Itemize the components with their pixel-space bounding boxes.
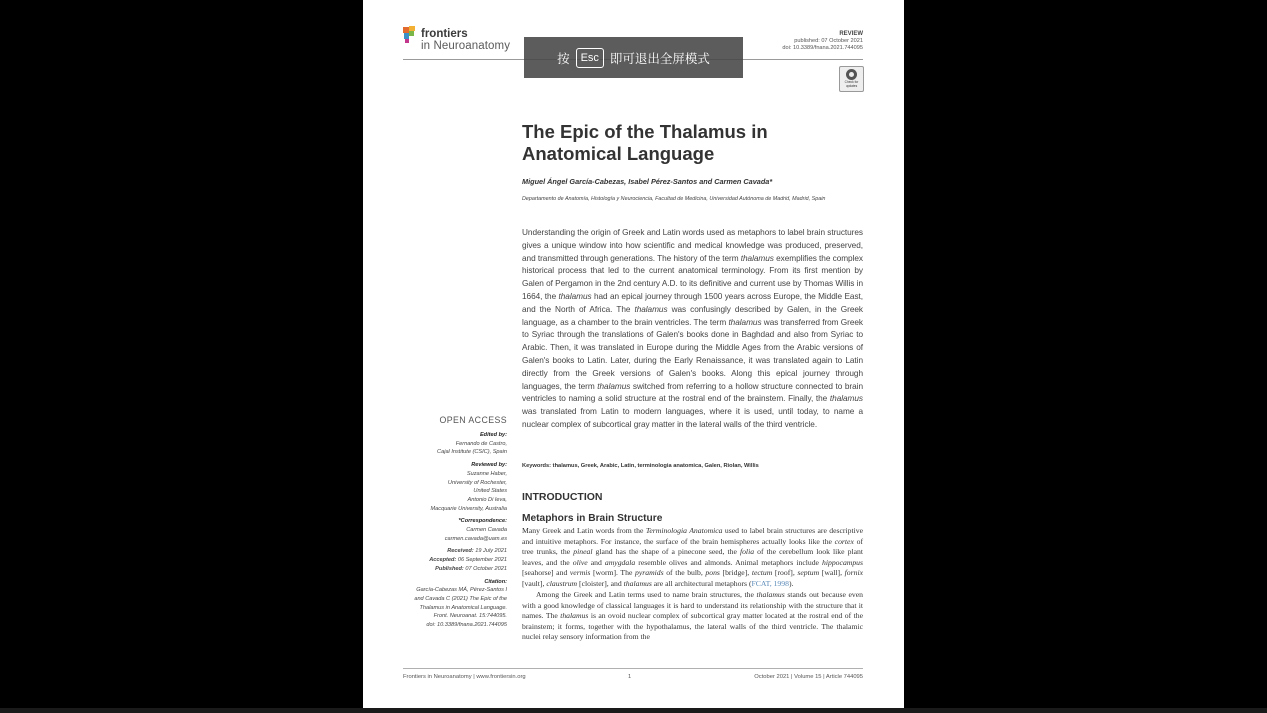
citation-line: doi: 10.3389/fnana.2021.744095 bbox=[426, 622, 507, 629]
published-label: Published: bbox=[435, 565, 464, 572]
open-access-label: OPEN ACCESS bbox=[439, 415, 507, 425]
footer-journal: Frontiers in Neuroanatomy | www.frontiersin.org bbox=[403, 674, 526, 680]
hint-prefix: 按 bbox=[557, 51, 570, 66]
citation-line: and Cavada C (2021) The Epic of the bbox=[414, 595, 507, 602]
body-paragraph: Many Greek and Latin words from the Terminologia Anatomica used to label brain structures are descriptive and intuitive metaphors. For instance, the surface of the brain hemispheres actually looks like the cortex of tree trunks, the pineal gland has the shape of a pinecone seed, the folia of the cerebellum look like plant leaves, and the olive and amygdala resemble olives and almonds. Animal metaphors include hippocampus [seahorse] and vermis [worm]. The pyramids of the bulb, pons [bridge], tectum [roof], septum [wall], fornix [vault], claustrum [cloister], and thalamus are all architectural metaphors (FCAT, 1998). bbox=[522, 526, 864, 588]
reviewer-affiliation: Macquarie University, Australia bbox=[430, 505, 507, 512]
article-header-meta bbox=[782, 31, 863, 51]
editor-name: Fernando de Castro, bbox=[455, 440, 507, 447]
accepted-date bbox=[403, 556, 507, 565]
viewer-bottom-edge bbox=[0, 708, 1267, 713]
footer-issue: October 2021 | Volume 15 | Article 744095 bbox=[754, 674, 863, 680]
citation-label: Citation: bbox=[484, 578, 507, 585]
doi: doi: 10.3389/fnana.2021.744095 bbox=[782, 44, 863, 51]
published-date-side bbox=[403, 565, 507, 574]
check-updates-label: Check for updates bbox=[844, 80, 859, 88]
citation-line: Thalamus in Anatomical Language. bbox=[419, 604, 507, 611]
received-label: Received: bbox=[447, 548, 474, 555]
body-paragraph: Among the Greek and Latin terms used to name brain structures, the thalamus stands out because even with a good knowledge of classical languages it is hard to understand its relationship with the structure that it names. The thalamus is an ovoid nuclear complex of subcortical gray matter located at the rostral end of the brainstem; it forms, together with the hypothalamus, the lateral walls of the third ventricle. The thalamic nuclei relay sensory information from the bbox=[522, 590, 863, 641]
reviewed-by-label: Reviewed by: bbox=[471, 462, 507, 469]
brand-name: frontiers bbox=[421, 28, 468, 40]
article-authors: Miguel Ángel García-Cabezas, Isabel Pérez-Santos and Carmen Cavada* bbox=[522, 177, 773, 186]
edited-by-label: Edited by: bbox=[479, 432, 507, 438]
reviewer-name: Antonio Di Ieva, bbox=[467, 496, 507, 503]
footer-rule bbox=[403, 668, 863, 669]
citation-link[interactable]: FCAT, 1998 bbox=[751, 578, 789, 588]
correspondence-email[interactable]: carmen.cavada@uam.es bbox=[444, 535, 507, 542]
abstract: Understanding the origin of Greek and Latin words used as metaphors to label brain structures gives a unique window into how scientific and medical knowledge was produced, preserved, and transmitted through generations. The history of the term thalamus exemplifies the complex historical process that led to the current anatomical terminology. From its first mention by Galen of Pergamon in the 2nd century A.D. to its definitive and current use by Thomas Willis in 1664, the thalamus had an epical journey through 1500 years across Europe, the Middle East, and the North of Africa. The thalamus was confusingly described by Galen, in the Greek language, as a chamber to the brain ventricles. The term thalamus was transferred from Greek to Syriac through the translations of Galen's books done in Baghdad and also from Syriac to Arabic. Then, it was translated in Europe during the Middle Ages from the Arabic versions of Galen's books to Latin. Later, during the Early Renaissance, it was translated again to Latin directly from the Greek versions of Galen's books. Along this epical journey through languages, the term thalamus switched from referring to a hollow structure connected to brain ventricles to naming a solid structure at the rostral end of the brainstem. Finally, the thalamus was translated from Latin to modern languages, where it is used, until today, to name a nuclear complex of subcortical gray matter in the lateral walls of the third ventricle. bbox=[522, 228, 864, 429]
reviewer-affiliation: University of Rochester, bbox=[447, 479, 507, 486]
keywords-label: Keywords: bbox=[522, 463, 552, 469]
accepted-label: Accepted: bbox=[429, 557, 457, 564]
reviewer-affiliation: United States bbox=[473, 488, 507, 495]
correspondence-label: *Correspondence: bbox=[458, 518, 507, 525]
correspondence-name: Carmen Cavada bbox=[466, 527, 507, 534]
author-affiliation: Departamento de Anatomía, Histología y Neurociencia, Facultad de Medicina, Universidad Autónoma de Madrid, Madrid, Spain bbox=[522, 196, 826, 202]
editor-affiliation: Cajal Institute (CSIC), Spain bbox=[437, 449, 507, 456]
keywords-list: thalamus, Greek, Arabic, Latin, terminologia anatomica, Galen, Riolan, Willis bbox=[552, 463, 759, 469]
accepted-value: 06 September 2021 bbox=[457, 557, 507, 564]
section-heading: INTRODUCTION bbox=[522, 491, 603, 503]
article-title: The Epic of the Thalamus in Anatomical Language bbox=[522, 121, 768, 164]
reviewer-name: Suzanne Haber, bbox=[466, 470, 507, 477]
article-type: REVIEW bbox=[839, 31, 863, 37]
article-sidebar bbox=[403, 415, 507, 630]
hint-suffix: 即可退出全屏模式 bbox=[609, 51, 710, 66]
citation-line: García-Cabezas MÁ, Pérez-Santos I bbox=[416, 587, 507, 594]
frontiers-logo bbox=[403, 24, 533, 58]
citation-line: Front. Neuroanat. 15:744095. bbox=[433, 613, 507, 620]
frontiers-logo-icon bbox=[403, 26, 421, 44]
check-updates-icon bbox=[846, 69, 857, 80]
published-value: 07 October 2021 bbox=[465, 565, 507, 572]
page-number: 1 bbox=[628, 674, 632, 680]
keywords bbox=[522, 463, 863, 469]
check-for-updates-badge[interactable] bbox=[839, 66, 864, 92]
fullscreen-exit-hint bbox=[524, 37, 743, 78]
pdf-page bbox=[363, 0, 904, 713]
subsection-heading: Metaphors in Brain Structure bbox=[522, 513, 663, 524]
received-value: 19 July 2021 bbox=[475, 548, 507, 555]
published-date: published: 07 October 2021 bbox=[794, 37, 863, 44]
received-date bbox=[403, 547, 507, 556]
body-text bbox=[522, 526, 863, 643]
esc-key-badge: Esc bbox=[576, 48, 604, 68]
journal-name: in Neuroanatomy bbox=[421, 40, 511, 52]
